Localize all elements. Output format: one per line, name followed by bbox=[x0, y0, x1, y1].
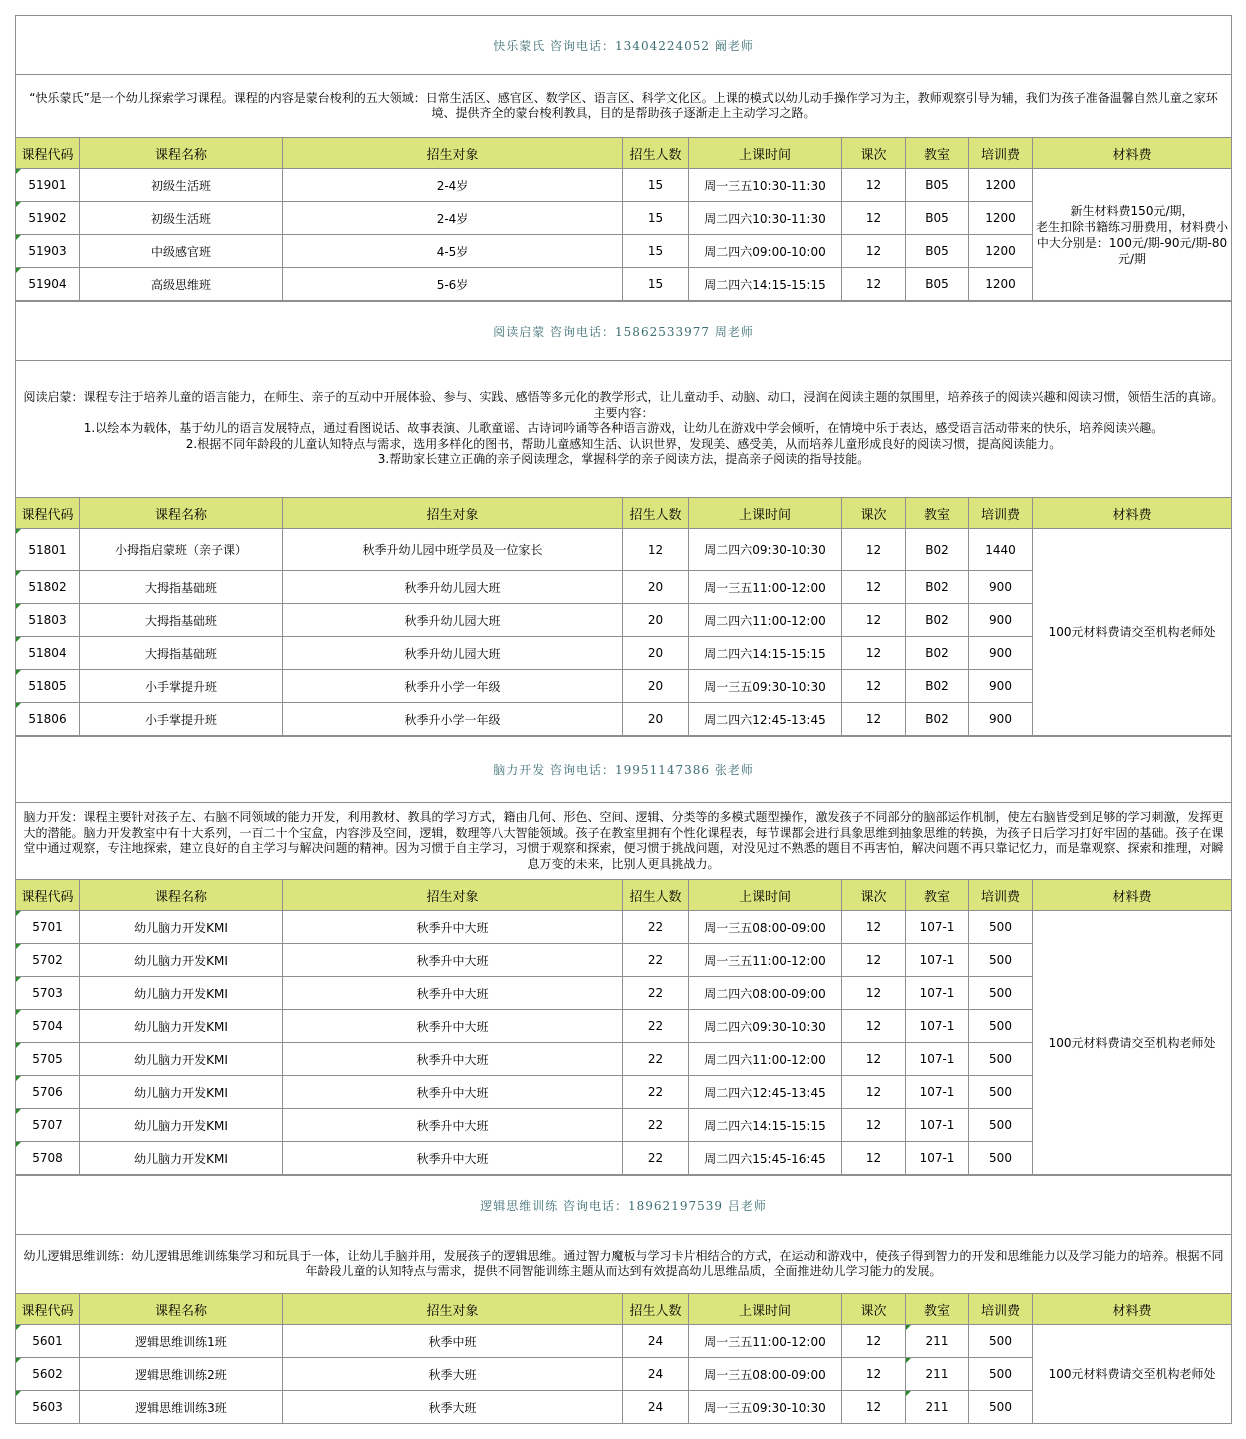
tuition-fee: 500 bbox=[969, 1043, 1033, 1076]
class-time: 周一三五09:30-10:30 bbox=[689, 1391, 842, 1424]
enrollment: 15 bbox=[623, 202, 689, 235]
column-header: 教室 bbox=[906, 138, 969, 169]
sessions: 12 bbox=[842, 637, 906, 670]
course-section bbox=[15, 1175, 1232, 1424]
course-code: 5703 bbox=[16, 977, 80, 1010]
course-name: 中级感官班 bbox=[80, 235, 283, 268]
classroom: 211 bbox=[906, 1325, 969, 1358]
enrollment: 22 bbox=[623, 1142, 689, 1175]
enrollment: 22 bbox=[623, 1010, 689, 1043]
table-row bbox=[16, 169, 1232, 202]
course-code: 51804 bbox=[16, 637, 80, 670]
course-code: 51903 bbox=[16, 235, 80, 268]
classroom: B05 bbox=[906, 235, 969, 268]
course-name: 幼儿脑力开发KMI bbox=[80, 977, 283, 1010]
column-header: 课次 bbox=[842, 1294, 906, 1325]
table-header-row bbox=[16, 880, 1232, 911]
course-code: 5706 bbox=[16, 1076, 80, 1109]
classroom: B05 bbox=[906, 202, 969, 235]
enrollment: 15 bbox=[623, 169, 689, 202]
target-students: 秋季升中大班 bbox=[283, 944, 623, 977]
class-time: 周二四六08:00-09:00 bbox=[689, 977, 842, 1010]
section-description: “快乐蒙氏”是一个幼儿探索学习课程。课程的内容是蒙台梭利的五大领域：日常生活区、感官区、数学区、语言区、科学文化区。上课的模式以幼儿动手操作学习为主，教师观察引导为辅，我们为孩子准备温馨自然儿童之家环境、提供齐全的蒙台梭利教具，目的是帮助孩子逐渐走上主动学习之路。 bbox=[16, 75, 1232, 138]
target-students: 秋季中班 bbox=[283, 1325, 623, 1358]
course-code: 51805 bbox=[16, 670, 80, 703]
column-header: 上课时间 bbox=[689, 880, 842, 911]
target-students: 秋季升中大班 bbox=[283, 1076, 623, 1109]
column-header: 培训费 bbox=[969, 138, 1033, 169]
column-header: 教室 bbox=[906, 880, 969, 911]
tuition-fee: 1200 bbox=[969, 202, 1033, 235]
course-name: 幼儿脑力开发KMI bbox=[80, 1010, 283, 1043]
sessions: 12 bbox=[842, 911, 906, 944]
sessions: 12 bbox=[842, 1043, 906, 1076]
column-header: 教室 bbox=[906, 498, 969, 529]
class-time: 周二四六09:00-10:00 bbox=[689, 235, 842, 268]
section-title: 快乐蒙氏 咨询电话：13404224052 阚老师 bbox=[16, 16, 1232, 75]
course-section bbox=[15, 15, 1232, 301]
target-students: 秋季升幼儿园大班 bbox=[283, 604, 623, 637]
target-students: 秋季升幼儿园大班 bbox=[283, 571, 623, 604]
classroom: B02 bbox=[906, 529, 969, 571]
enrollment: 20 bbox=[623, 604, 689, 637]
sessions: 12 bbox=[842, 529, 906, 571]
sessions: 12 bbox=[842, 1010, 906, 1043]
tuition-fee: 1200 bbox=[969, 169, 1033, 202]
target-students: 秋季升中大班 bbox=[283, 911, 623, 944]
enrollment: 15 bbox=[623, 268, 689, 301]
column-header: 课次 bbox=[842, 880, 906, 911]
section-title-row bbox=[16, 1176, 1232, 1235]
column-header: 课程名称 bbox=[80, 498, 283, 529]
sessions: 12 bbox=[842, 977, 906, 1010]
course-name: 逻辑思维训练1班 bbox=[80, 1325, 283, 1358]
sessions: 12 bbox=[842, 703, 906, 736]
target-students: 秋季升小学一年级 bbox=[283, 670, 623, 703]
column-header: 材料费 bbox=[1033, 880, 1232, 911]
column-header: 上课时间 bbox=[689, 138, 842, 169]
class-time: 周二四六12:45-13:45 bbox=[689, 1076, 842, 1109]
course-code: 5707 bbox=[16, 1109, 80, 1142]
class-time: 周一三五10:30-11:30 bbox=[689, 169, 842, 202]
tuition-fee: 500 bbox=[969, 977, 1033, 1010]
class-time: 周二四六09:30-10:30 bbox=[689, 529, 842, 571]
enrollment: 20 bbox=[623, 703, 689, 736]
tuition-fee: 900 bbox=[969, 571, 1033, 604]
classroom: 107-1 bbox=[906, 1010, 969, 1043]
section-title-row bbox=[16, 16, 1232, 75]
column-header: 招生对象 bbox=[283, 1294, 623, 1325]
tuition-fee: 500 bbox=[969, 911, 1033, 944]
enrollment: 15 bbox=[623, 235, 689, 268]
course-name: 幼儿脑力开发KMI bbox=[80, 911, 283, 944]
column-header: 上课时间 bbox=[689, 498, 842, 529]
column-header: 招生对象 bbox=[283, 138, 623, 169]
table-header-row bbox=[16, 138, 1232, 169]
material-fee: 100元材料费请交至机构老师处 bbox=[1033, 529, 1232, 736]
column-header: 材料费 bbox=[1033, 138, 1232, 169]
course-code: 51802 bbox=[16, 571, 80, 604]
enrollment: 20 bbox=[623, 670, 689, 703]
target-students: 秋季升小学一年级 bbox=[283, 703, 623, 736]
class-time: 周二四六14:15-15:15 bbox=[689, 268, 842, 301]
classroom: 107-1 bbox=[906, 977, 969, 1010]
class-time: 周一三五11:00-12:00 bbox=[689, 1325, 842, 1358]
course-code: 5603 bbox=[16, 1391, 80, 1424]
column-header: 材料费 bbox=[1033, 498, 1232, 529]
class-time: 周一三五11:00-12:00 bbox=[689, 944, 842, 977]
column-header: 课程代码 bbox=[16, 498, 80, 529]
enrollment: 22 bbox=[623, 944, 689, 977]
table-header-row bbox=[16, 498, 1232, 529]
class-time: 周二四六11:00-12:00 bbox=[689, 1043, 842, 1076]
column-header: 课程名称 bbox=[80, 880, 283, 911]
enrollment: 22 bbox=[623, 977, 689, 1010]
table-row bbox=[16, 911, 1232, 944]
target-students: 秋季升中大班 bbox=[283, 977, 623, 1010]
target-students: 秋季升幼儿园大班 bbox=[283, 637, 623, 670]
tuition-fee: 500 bbox=[969, 1358, 1033, 1391]
column-header: 课程名称 bbox=[80, 138, 283, 169]
class-time: 周二四六09:30-10:30 bbox=[689, 1010, 842, 1043]
target-students: 5-6岁 bbox=[283, 268, 623, 301]
tuition-fee: 900 bbox=[969, 670, 1033, 703]
sessions: 12 bbox=[842, 202, 906, 235]
enrollment: 24 bbox=[623, 1391, 689, 1424]
course-code: 51803 bbox=[16, 604, 80, 637]
sessions: 12 bbox=[842, 1325, 906, 1358]
sessions: 12 bbox=[842, 1391, 906, 1424]
enrollment: 12 bbox=[623, 529, 689, 571]
tuition-fee: 900 bbox=[969, 604, 1033, 637]
sessions: 12 bbox=[842, 169, 906, 202]
course-name: 大拇指基础班 bbox=[80, 604, 283, 637]
course-code: 5701 bbox=[16, 911, 80, 944]
course-code: 51806 bbox=[16, 703, 80, 736]
course-code: 5708 bbox=[16, 1142, 80, 1175]
tuition-fee: 500 bbox=[969, 1010, 1033, 1043]
sessions: 12 bbox=[842, 1109, 906, 1142]
course-name: 大拇指基础班 bbox=[80, 637, 283, 670]
class-time: 周一三五11:00-12:00 bbox=[689, 571, 842, 604]
classroom: 107-1 bbox=[906, 1142, 969, 1175]
enrollment: 24 bbox=[623, 1325, 689, 1358]
sessions: 12 bbox=[842, 1076, 906, 1109]
class-time: 周二四六15:45-16:45 bbox=[689, 1142, 842, 1175]
course-code: 51901 bbox=[16, 169, 80, 202]
tuition-fee: 1440 bbox=[969, 529, 1033, 571]
enrollment: 22 bbox=[623, 911, 689, 944]
classroom: B02 bbox=[906, 703, 969, 736]
tuition-fee: 1200 bbox=[969, 235, 1033, 268]
course-name: 小手掌提升班 bbox=[80, 670, 283, 703]
tuition-fee: 900 bbox=[969, 637, 1033, 670]
enrollment: 20 bbox=[623, 637, 689, 670]
section-description-row bbox=[16, 803, 1232, 880]
course-code: 51904 bbox=[16, 268, 80, 301]
course-name: 逻辑思维训练3班 bbox=[80, 1391, 283, 1424]
classroom: B02 bbox=[906, 670, 969, 703]
enrollment: 22 bbox=[623, 1109, 689, 1142]
course-name: 初级生活班 bbox=[80, 169, 283, 202]
sessions: 12 bbox=[842, 268, 906, 301]
section-description-row bbox=[16, 75, 1232, 138]
classroom: B02 bbox=[906, 571, 969, 604]
classroom: 107-1 bbox=[906, 1109, 969, 1142]
classroom: 107-1 bbox=[906, 911, 969, 944]
target-students: 秋季升中大班 bbox=[283, 1142, 623, 1175]
course-name: 逻辑思维训练2班 bbox=[80, 1358, 283, 1391]
target-students: 4-5岁 bbox=[283, 235, 623, 268]
course-code: 5601 bbox=[16, 1325, 80, 1358]
course-name: 幼儿脑力开发KMI bbox=[80, 1043, 283, 1076]
section-title: 逻辑思维训练 咨询电话：18962197539 吕老师 bbox=[16, 1176, 1232, 1235]
table-row bbox=[16, 529, 1232, 571]
classroom: 211 bbox=[906, 1358, 969, 1391]
classroom: B05 bbox=[906, 268, 969, 301]
sessions: 12 bbox=[842, 571, 906, 604]
section-title-row bbox=[16, 302, 1232, 361]
course-code: 5705 bbox=[16, 1043, 80, 1076]
class-time: 周一三五09:30-10:30 bbox=[689, 670, 842, 703]
column-header: 招生人数 bbox=[623, 498, 689, 529]
class-time: 周一三五08:00-09:00 bbox=[689, 911, 842, 944]
column-header: 培训费 bbox=[969, 498, 1033, 529]
enrollment: 22 bbox=[623, 1043, 689, 1076]
target-students: 2-4岁 bbox=[283, 169, 623, 202]
course-name: 小手掌提升班 bbox=[80, 703, 283, 736]
course-name: 幼儿脑力开发KMI bbox=[80, 1076, 283, 1109]
target-students: 秋季升幼儿园中班学员及一位家长 bbox=[283, 529, 623, 571]
column-header: 课次 bbox=[842, 138, 906, 169]
target-students: 秋季升中大班 bbox=[283, 1109, 623, 1142]
enrollment: 22 bbox=[623, 1076, 689, 1109]
class-time: 周二四六12:45-13:45 bbox=[689, 703, 842, 736]
section-description-row bbox=[16, 1235, 1232, 1294]
column-header: 招生人数 bbox=[623, 1294, 689, 1325]
tuition-fee: 500 bbox=[969, 1076, 1033, 1109]
column-header: 课程名称 bbox=[80, 1294, 283, 1325]
course-code: 51902 bbox=[16, 202, 80, 235]
section-description: 阅读启蒙：课程专注于培养儿童的语言能力，在师生、亲子的互动中开展体验、参与、实践、感悟等多元化的教学形式，让儿童动手、动脑、动口，浸润在阅读主题的氛围里，培养孩子的阅读兴趣和阅读习惯，领悟生活的真谛。 主要内容： 1.以绘本为载体，基于幼儿的语言发展特点，通过看图说话、故事表演、儿歌童谣、古诗词吟诵等各种语言游戏，让幼儿在游戏中学会倾听，在情境中乐于表达，感受语言活动带来的快乐，培养阅读兴趣。 2.根据不同年龄段的儿童认知特点与需求，选用多样化的图书，帮助儿童感知生活、认识世界，发现美、感受美，从而培养儿童形成良好的阅读习惯，提高阅读能力。 3.帮助家长建立正确的亲子阅读理念，掌握科学的亲子阅读方法，提高亲子阅读的指导技能。 bbox=[16, 361, 1232, 498]
classroom: B02 bbox=[906, 637, 969, 670]
tuition-fee: 500 bbox=[969, 1109, 1033, 1142]
column-header: 材料费 bbox=[1033, 1294, 1232, 1325]
target-students: 秋季大班 bbox=[283, 1358, 623, 1391]
column-header: 培训费 bbox=[969, 1294, 1033, 1325]
class-time: 周二四六10:30-11:30 bbox=[689, 202, 842, 235]
classroom: 107-1 bbox=[906, 944, 969, 977]
class-time: 周二四六14:15-15:15 bbox=[689, 637, 842, 670]
course-name: 幼儿脑力开发KMI bbox=[80, 1142, 283, 1175]
column-header: 招生人数 bbox=[623, 138, 689, 169]
course-sheet bbox=[15, 15, 1231, 1424]
sessions: 12 bbox=[842, 604, 906, 637]
enrollment: 24 bbox=[623, 1358, 689, 1391]
classroom: 107-1 bbox=[906, 1043, 969, 1076]
target-students: 秋季升中大班 bbox=[283, 1010, 623, 1043]
course-code: 5702 bbox=[16, 944, 80, 977]
material-fee: 新生材料费150元/期， 老生扣除书籍练习册费用，材料费小中大分别是：100元/期-90元/期-80元/期 bbox=[1033, 169, 1232, 301]
section-title-row bbox=[16, 737, 1232, 803]
classroom: B05 bbox=[906, 169, 969, 202]
column-header: 招生对象 bbox=[283, 498, 623, 529]
course-code: 5602 bbox=[16, 1358, 80, 1391]
column-header: 课程代码 bbox=[16, 138, 80, 169]
sessions: 12 bbox=[842, 1358, 906, 1391]
column-header: 课程代码 bbox=[16, 1294, 80, 1325]
section-description: 脑力开发：课程主要针对孩子左、右脑不同领域的能力开发，利用教材、教具的学习方式，籍由几何、形色、空间、逻辑、分类等的多模式题型操作，激发孩子不同部分的脑部运作机制，使左右脑皆受到足够的学习刺激，发挥更大的潜能。脑力开发教室中有十大系列，一百二十个宝盒，内容涉及空间，逻辑，数理等八大智能领域。孩子在教室里拥有个性化课程表，每节课都会进行具象思维到抽象思维的转换，为孩子日后学习打好牢固的基础。孩子在课堂中通过观察，专注地探索，建立良好的自主学习与解决问题的精神。因为习惯于自主学习，习惯于观察和探索，便习惯于挑战问题，对没见过不熟悉的题目不再害怕，解决问题不再只靠记忆力，而是靠观察、探索和推理，对瞬息万变的未来，比别人更具挑战力。 bbox=[16, 803, 1232, 880]
table-header-row bbox=[16, 1294, 1232, 1325]
column-header: 课次 bbox=[842, 498, 906, 529]
column-header: 教室 bbox=[906, 1294, 969, 1325]
target-students: 2-4岁 bbox=[283, 202, 623, 235]
course-name: 高级思维班 bbox=[80, 268, 283, 301]
column-header: 招生人数 bbox=[623, 880, 689, 911]
table-row bbox=[16, 1325, 1232, 1358]
course-name: 幼儿脑力开发KMI bbox=[80, 944, 283, 977]
sessions: 12 bbox=[842, 944, 906, 977]
sessions: 12 bbox=[842, 670, 906, 703]
tuition-fee: 500 bbox=[969, 1391, 1033, 1424]
class-time: 周二四六14:15-15:15 bbox=[689, 1109, 842, 1142]
course-section bbox=[15, 301, 1232, 736]
tuition-fee: 900 bbox=[969, 703, 1033, 736]
course-name: 幼儿脑力开发KMI bbox=[80, 1109, 283, 1142]
section-description-row bbox=[16, 361, 1232, 498]
column-header: 培训费 bbox=[969, 880, 1033, 911]
classroom: 107-1 bbox=[906, 1076, 969, 1109]
classroom: B02 bbox=[906, 604, 969, 637]
tuition-fee: 500 bbox=[969, 1142, 1033, 1175]
class-time: 周一三五08:00-09:00 bbox=[689, 1358, 842, 1391]
column-header: 招生对象 bbox=[283, 880, 623, 911]
target-students: 秋季升中大班 bbox=[283, 1043, 623, 1076]
column-header: 上课时间 bbox=[689, 1294, 842, 1325]
course-code: 5704 bbox=[16, 1010, 80, 1043]
target-students: 秋季大班 bbox=[283, 1391, 623, 1424]
section-title: 脑力开发 咨询电话：19951147386 张老师 bbox=[16, 737, 1232, 803]
course-code: 51801 bbox=[16, 529, 80, 571]
enrollment: 20 bbox=[623, 571, 689, 604]
material-fee: 100元材料费请交至机构老师处 bbox=[1033, 911, 1232, 1175]
class-time: 周二四六11:00-12:00 bbox=[689, 604, 842, 637]
section-description: 幼儿逻辑思维训练：幼儿逻辑思维训练集学习和玩具于一体，让幼儿手脑并用，发展孩子的逻辑思维。通过智力魔板与学习卡片相结合的方式，在运动和游戏中，使孩子得到智力的开发和思维能力以及学习能力的培养。根据不同年龄段儿童的认知特点与需求，提供不同智能训练主题从而达到有效提高幼儿思维品质，全面推进幼儿学习能力的发展。 bbox=[16, 1235, 1232, 1294]
column-header: 课程代码 bbox=[16, 880, 80, 911]
course-name: 大拇指基础班 bbox=[80, 571, 283, 604]
classroom: 211 bbox=[906, 1391, 969, 1424]
tuition-fee: 500 bbox=[969, 944, 1033, 977]
section-title: 阅读启蒙 咨询电话：15862533977 周老师 bbox=[16, 302, 1232, 361]
course-section bbox=[15, 736, 1232, 1175]
tuition-fee: 500 bbox=[969, 1325, 1033, 1358]
material-fee: 100元材料费请交至机构老师处 bbox=[1033, 1325, 1232, 1424]
tuition-fee: 1200 bbox=[969, 268, 1033, 301]
sessions: 12 bbox=[842, 235, 906, 268]
sessions: 12 bbox=[842, 1142, 906, 1175]
course-name: 小拇指启蒙班（亲子课） bbox=[80, 529, 283, 571]
course-name: 初级生活班 bbox=[80, 202, 283, 235]
